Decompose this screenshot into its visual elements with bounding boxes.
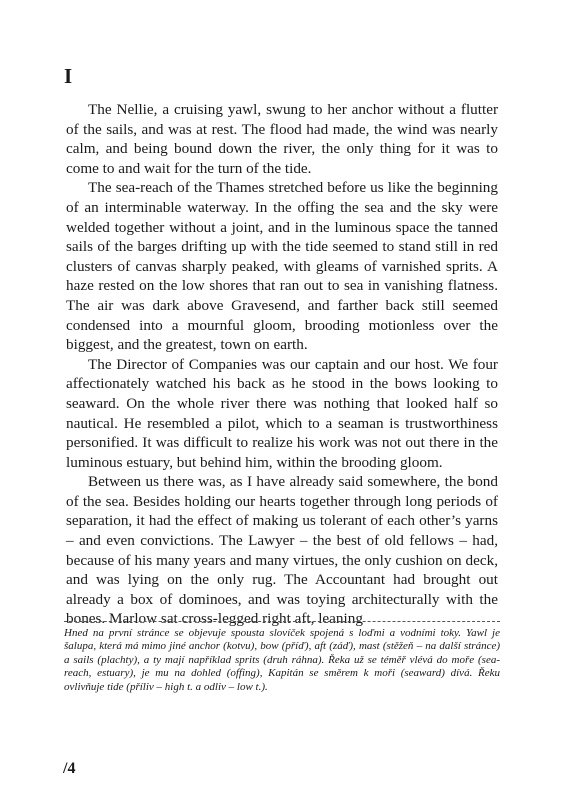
footnote: Hned na první stránce se objevuje spousta slovíček spojená s loďmi a vodními toky. Yawl je šalupa, která má mimo jiné anchor (kotvu), bow (příď), aft (záď), mast (stěžeň – na další stránce) a sails (plachty), a ty mají například sprits (druh ráhna). Řeka už se téměř vlévá do moře (sea-reach, estuary), je mu na dohled (offing), Kapitán se směrem k moři (seaward) dívá. Řeku ovlivňuje tide (příliv – high t. a odliv – low t.). [64,627,500,693]
page-number: /4 [63,760,76,777]
paragraph: The sea-reach of the Thames stretched before us like the beginning of an interminable waterway. In the offing the sea and the sky were welded together without a joint, and in the luminous space the tanned sails of the barges drifting up with the tide seemed to stand still in red clusters of canvas sharply peaked, with gleams of varnished sprits. A haze rested on the low shores that ran out to sea in vanishing flatness. The air was dark above Gravesend, and farther back still seemed condensed into a mournful gloom, brooding motionless over the biggest, and the greatest, town on earth. [66,179,498,354]
paragraph: Between us there was, as I have already said somewhere, the bond of the sea. Besides holding our hearts together through long periods of separation, it had the effect of making us tolerant of each other’s yarns – and even convictions. The Lawyer – the best of old fellows – had, because of his many years and many virtues, the only cushion on deck, and was lying on the only rug. The Accountant had brought out already a box of dominoes, and was toying architecturally with the bones. Marlow sat cross-legged right aft, leaning [66,473,498,628]
footnote-divider [64,621,500,622]
paragraph: The Nellie, a cruising yawl, swung to her anchor without a flutter of the sails, and was at rest. The flood had made, the wind was nearly calm, and being bound down the river, the only thing for it was to come to and wait for the turn of the tide. [66,101,498,177]
main-text [66,100,498,629]
chapter-heading: I [64,64,73,88]
paragraph: The Director of Companies was our captain and our host. We four affectionately watched his back as he stood in the bows looking to seaward. On the whole river there was nothing that looked half so nautical. He resembled a pilot, which to a seaman is trustworthiness personified. It was difficult to realize his work was not out there in the luminous estuary, but behind him, within the brooding gloom. [66,355,498,471]
